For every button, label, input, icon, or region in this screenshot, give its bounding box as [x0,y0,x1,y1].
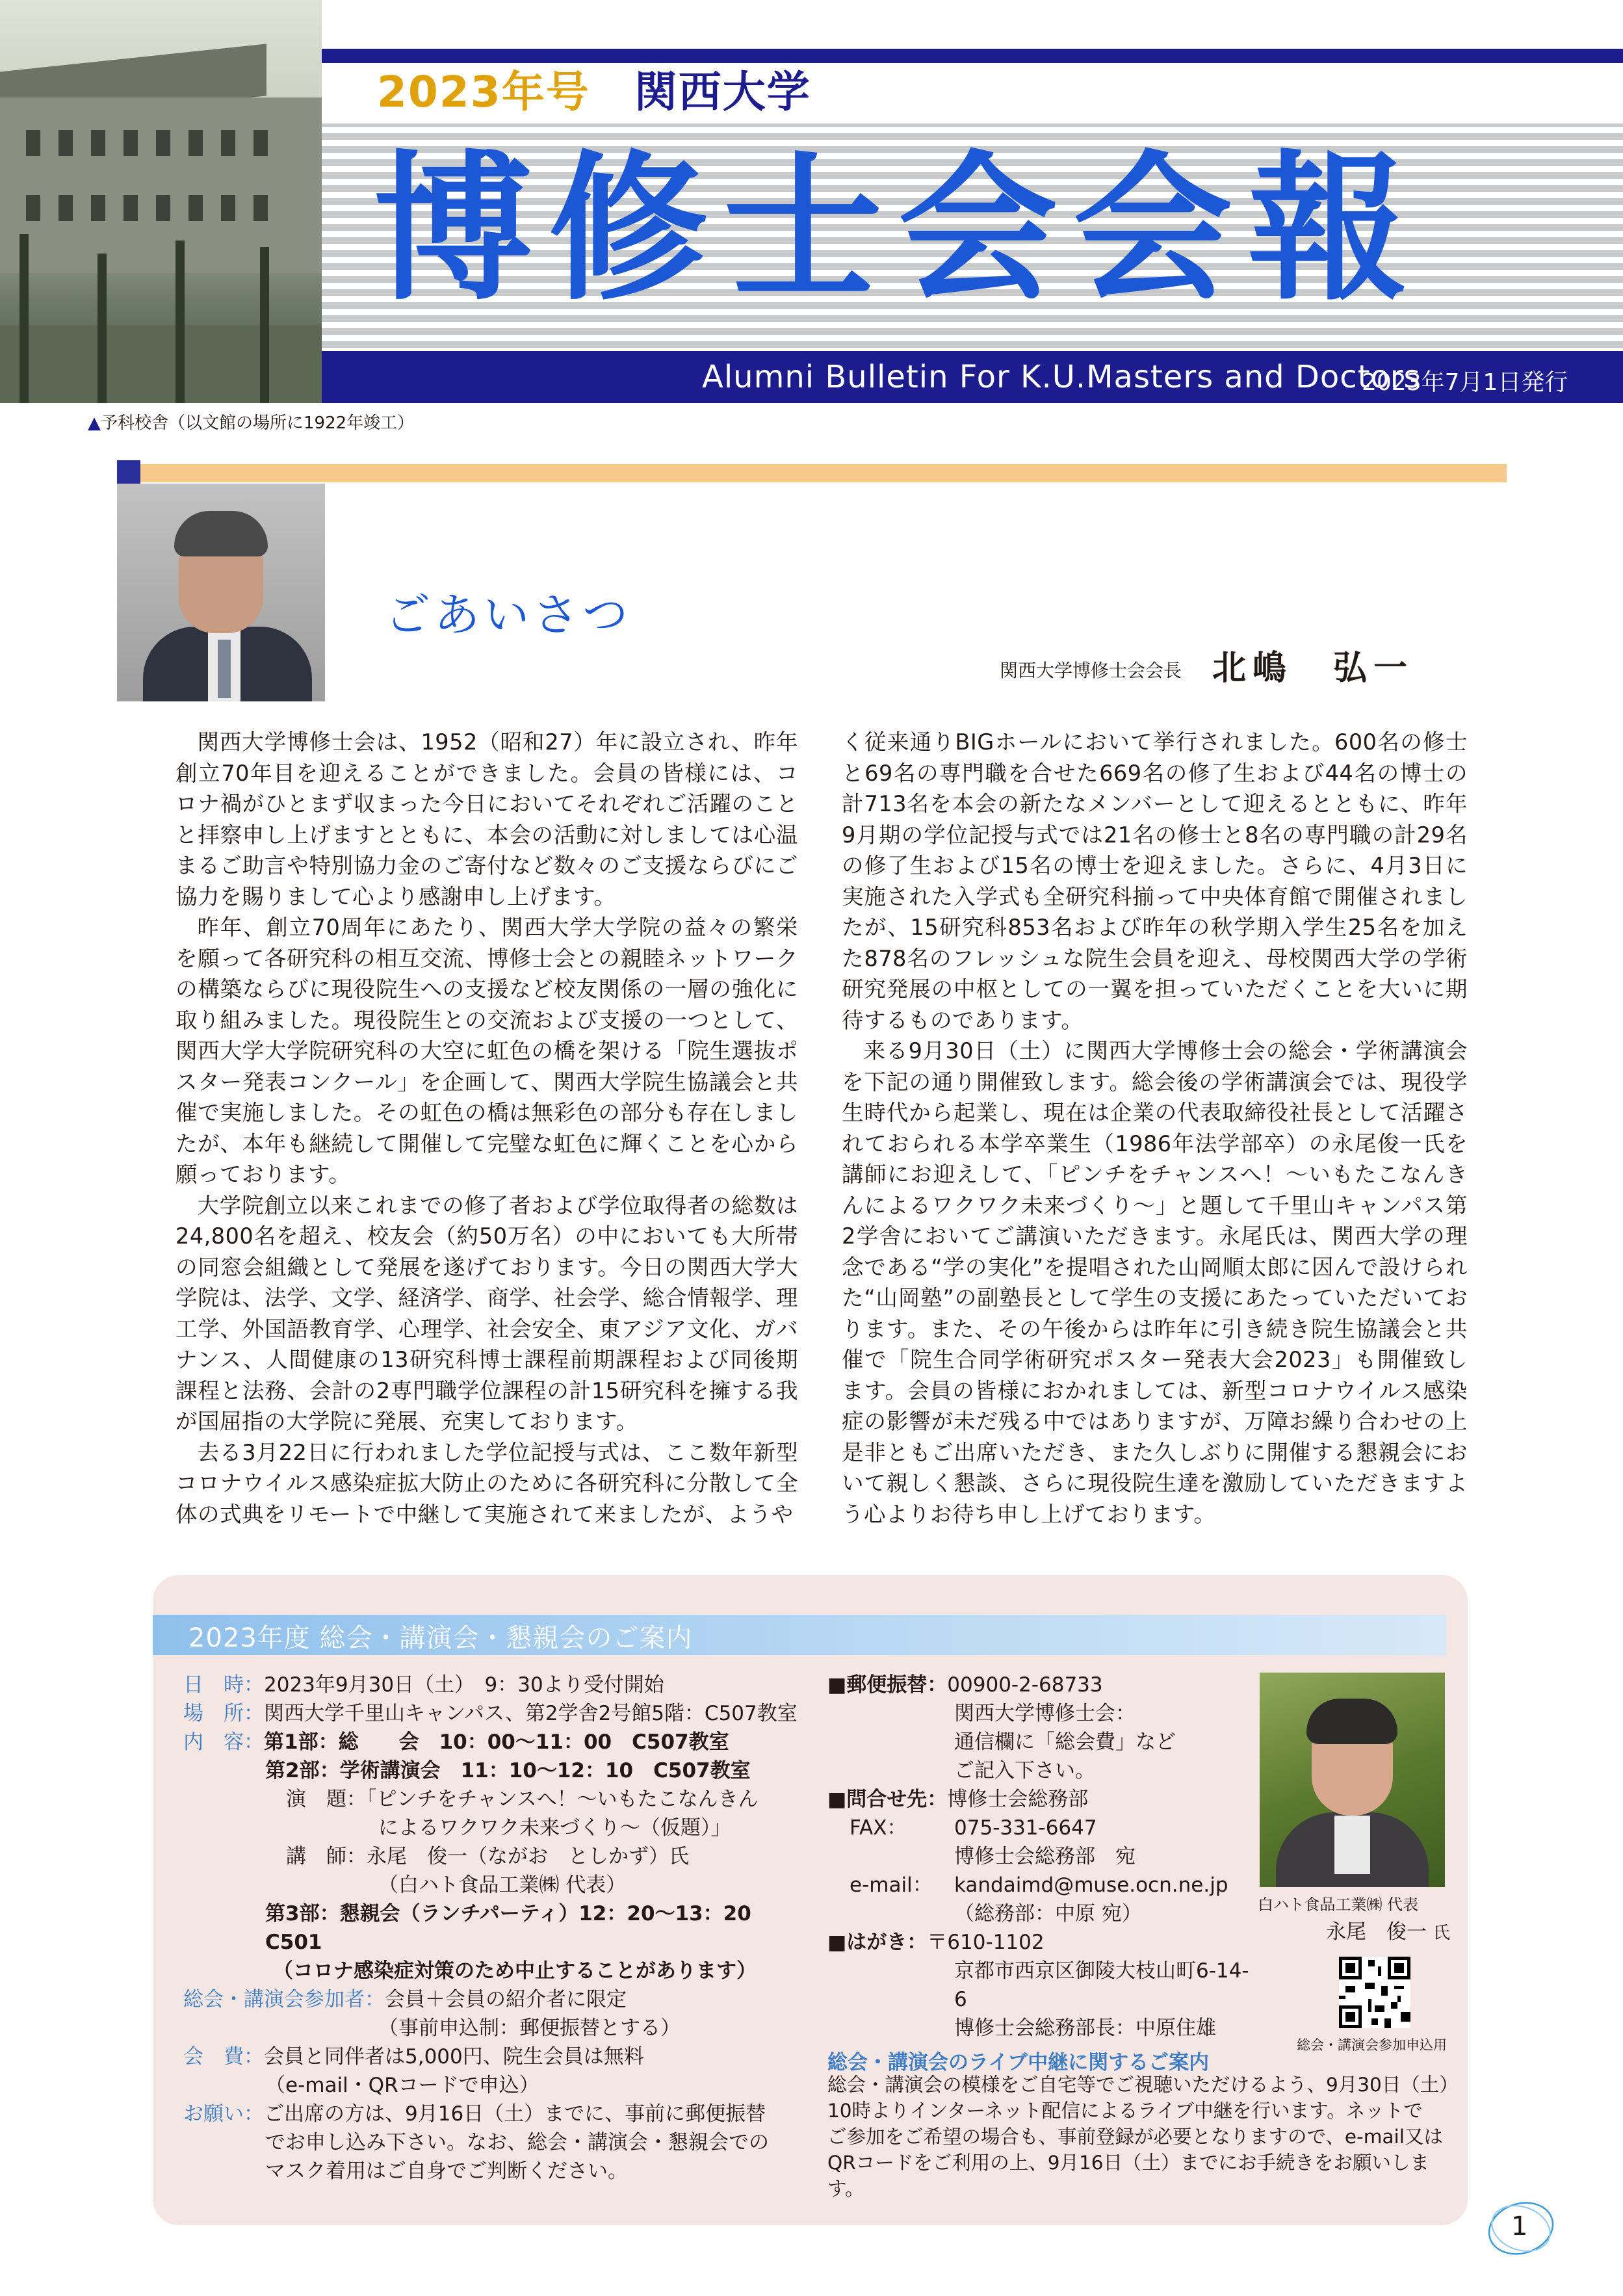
fax-number: 075-331-6647 [954,1816,1097,1840]
fee: 会員と同伴者は5,000円、院生会員は無料 [264,2045,644,2068]
building-photo [0,0,322,403]
photo-caption: ▲予科校舎（以文館の場所に1922年竣工） [88,413,415,433]
meeting-date: 2023年9月30日（土） 9：30より受付開始 [264,1673,664,1697]
speaker-photo [1260,1673,1445,1887]
postal-line: ご記入下さい。 [954,1759,1095,1782]
postcard-address: 京都市西京区御陵大枝山町6-14-6 [954,1959,1249,2011]
email-link[interactable]: kandaimd@muse.ocn.ne.jp [954,1873,1228,1897]
lecturer: 講 師：永尾 俊一（ながお としかず）氏 [286,1845,689,1868]
page-number: 1 [1511,2211,1528,2241]
page-number-badge [1485,2197,1557,2259]
triangle-icon: ▲ [88,413,101,433]
lecture-title-cont: によるワクワク未来づくり〜（仮題）」 [378,1816,731,1840]
lecture-title: 演 題：「ピンチをチャンスへ！〜いもたこなんきん [286,1788,759,1811]
contact: 博修士会総務部 [947,1788,1089,1811]
author-name: 北嶋 弘一 [1212,649,1414,688]
program-part-2: 第2部：学術講演会 11：10～12：10 C507教室 [265,1759,751,1782]
president-portrait [117,484,325,701]
postal-number: 00900-2-68733 [947,1673,1103,1697]
meeting-place: 関西大学千里山キャンパス、第2学舎2号館5階：C507教室 [264,1702,798,1725]
program-part-3-note: （コロナ感染症対策のため中止することがあります） [273,1959,757,1983]
section-rule [140,464,1507,482]
postcard-zip: 〒610-1102 [927,1931,1045,1954]
live-line: 10時よりインターネット配信によるライブ中継を行います。ネットで [827,2100,1423,2122]
postal-line: 通信欄に「総会費」など [954,1730,1176,1754]
greeting-title: ごあいさつ [385,588,632,642]
qr-code[interactable] [1339,1957,1410,2028]
fee-note: （e-mail・QRコードで申込） [265,2074,539,2097]
greeting-column-left [175,727,798,1530]
notice-title: 2023年度 総会・講演会・懇親会のご案内 [188,1623,693,1653]
program-part-1: 第1部：総 会 10：00～11：00 C507教室 [264,1730,729,1754]
speaker-company: 白ハト食品工業㈱ 代表 [1258,1896,1419,1914]
program-part-3: 第3部：懇親会（ランチパーティ）12：20～13：20 C501 [265,1902,772,1954]
lecturer-affiliation: （白ハト食品工業㈱ 代表） [378,1873,627,1897]
live-line: 総会・講演会の模様をご自宅等でご視聴いただけるよう、9月30日（土） [827,2074,1459,2096]
live-line: ご参加をご希望の場合も、事前登録が必要となりますので、e-mail又は [827,2126,1443,2148]
greeting-paragraph: く従来通りBIGホールにおいて挙行されました。600名の修士と69名の専門職を合せた669名の修了生および44名の博士の計713名を本会の新たなメンバーとして迎えるとともに、昨年9月期の学位記授与式では21名の修士と8名の専門職の計29名の修了生および15名の博士を迎えました。さらに、4月3日に実施された入学式も全研究科揃って中央体育館で開催されましたが、15研究科853名および昨年の秋学期入学生25名を加えた878名のフレッシュな院生会員を迎え、母校関西大学の学術研究発展の中枢としての一翼を担っていただくことを大いに期待するものであります。 [842,729,1468,1033]
greeting-paragraph: 昨年、創立70周年にあたり、関西大学大学院の益々の繁栄を願って各研究科の相互交流、博修士会との親睦ネットワークの構築ならびに現役院生への支援など校友関係の一層の強化に取り組みました。現役院生との交流および支援の一つとして、関西大学大学院研究科の大空に虹色の橋を架ける「院生選抜ポスター発表コンクール」を企画して、関西大学院生協議会と共催で実施しました。その虹色の橋は無彩色の部分も存在しましたが、本年も継続して開催して完璧な虹色に輝くことを心から願っております。 [175,915,798,1187]
greeting-paragraph: 関西大学博修士会は、1952（昭和27）年に設立され、昨年創立70年目を迎えることができました。会員の皆様には、コロナ禍がひとまず収まった今日においてそれぞれご活躍のことと拝察申し上げますとともに、本会の活動に対しましては心温まるご助言や特別協力金のご寄付など数々のご支援ならびにご協力を賜りまして心より感謝申し上げます。 [175,729,798,909]
request-line: ご出席の方は、9月16日（土）までに、事前に郵便振替 [264,2102,766,2126]
greeting-column-right [842,727,1468,1530]
bulletin-subtitle: Alumni Bulletin For K.U.Masters and Doctors [702,359,1421,395]
notice-details-right: ■郵便振替：00900-2-68733 関西大学博修士会： 通信欄に「総会費」など ご記入下さい。 ■問合せ先：博修士会総務部 FAX： 075-331-6647 博修士会総務部 宛 e-mail： kandaimd@muse.ocn.ne.jp （総務部：中原 宛） ■はがき：〒610-1102 京都市西京区御陵大枝山町6-14-6 博修士会総務部長：中原住雄 [827,1671,1250,2042]
live-line: QRコードをご利用の上、9月16日（土）までにお手続きをお願いします。 [827,2152,1430,2200]
request-line: でお申し込み下さい。なお、総会・講演会・懇親会での [265,2131,769,2154]
live-stream-text [827,2072,1459,2202]
qr-caption: 総会・講演会参加申込用 [1297,2037,1447,2053]
issue-date: 2023年7月1日発行 [1362,369,1568,396]
live-stream-title: 総会・講演会のライブ中継に関するご案内 [827,2051,1210,2074]
author-role: 関西大学博修士会会長 [1000,660,1182,681]
eligibility: 会員＋会員の紹介者に限定 [385,1988,627,2011]
fax-to: 博修士会総務部 宛 [954,1845,1136,1868]
issue-year-heading: 2023年号 関西大学 [377,67,811,117]
section-marker [117,460,140,484]
greeting-paragraph: 去る3月22日に行われました学位記授与式は、ここ数年新型コロナウイルス感染症拡大防止のために各研究科に分散して全体の式典をリモートで中継して実施されて来ましたが、ようや [175,1439,798,1527]
notice-details-left: 日 時：2023年9月30日（土） 9：30より受付開始 場 所：関西大学千里山キャンパス、第2学舎2号館5階：C507教室 内 容：第1部：総 会 10：00～11：00 C507教室 第2部：学術講演会 11：10～12：10 C507教室 演 題：「ピンチをチャンスへ！〜いもたこなんきん によるワクワク未来づくり〜（仮題）」 講 師：永尾 俊一（ながお としかず）氏 （白ハト食品工業㈱ 代表） 第3部：懇親会（ランチパーティ）12：20～13：20 C501 （コロナ感染症対策のため中止することがあります） 総会・講演会参加者：会員＋会員の紹介者に限定 （事前申込制：郵便振替とする） 会 費：会員と同伴者は5,000円、院生会員は無料 （e-mail・QRコードで申込） お願い：ご出席の方は、9月16日（土）までに、事前に郵便振替 でお申し込み下さい。なお、総会・講演会・懇親会での マスク着用はご自身でご判断ください。 [183,1671,820,2185]
speaker-name: 永尾 俊一 氏 [1326,1920,1450,1944]
postal-line: 関西大学博修士会： [954,1702,1136,1725]
postcard-recipient: 博修士会総務部長：中原住雄 [954,2016,1216,2040]
greeting-paragraph: 大学院創立以来これまでの修了者および学位取得者の総数は24,800名を超え、校友会（約50万名）の中においても大所帯の同窓会組織として発展を遂げております。今日の関西大学大学院は、法学、文学、経済学、商学、社会学、総合情報学、理工学、外国語教育学、心理学、社会安全、東アジア文化、ガバナンス、人間健康の13研究科博士課程前期課程および同後期課程と法務、会計の2専門職学位課程の計15研究科を擁する我が国屈指の大学院に発展、充実しております。 [175,1192,798,1434]
request-line: マスク着用はご自身でご判断ください。 [265,2159,628,2183]
greeting-paragraph: 来る9月30日（土）に関西大学博修士会の総会・学術講演会を下記の通り開催致します。総会後の学術講演会では、現役学生時代から起業し、現在は企業の代表取締役社長として活躍されておられる本学卒業生（1986年法学部卒）の永尾俊一氏を講師にお迎えして、「ピンチをチャンスへ！〜いもたこなんきんによるワクワク未来づくり〜」と題して千里山キャンパス第2学舎においてご講演いただきます。永尾氏は、関西大学の理念である“学の実化”を提唱された山岡順太郎に因んで設けられた“山岡塾”の副塾長として学生の支援にあたっていただいております。また、その午後からは昨年に引き続き院生協議会と共催で「院生合同学術研究ポスター発表大会2023」も開催致します。会員の皆様におかれましては、新型コロナウイルス感染症の影響が未だ残る中ではありますが、万障お繰り合わせの上是非ともご出席いただき、また久しぶりに開催する懇親会において親しく懇談、さらに現役院生達を激励していただきますよう心よりお待ち申し上げております。 [842,1038,1468,1527]
bulletin-title: 博修士会会報 [374,137,1423,322]
eligibility-note: （事前申込制：郵便振替とする） [378,2016,681,2040]
email-to: （総務部：中原 宛） [954,1902,1142,1925]
